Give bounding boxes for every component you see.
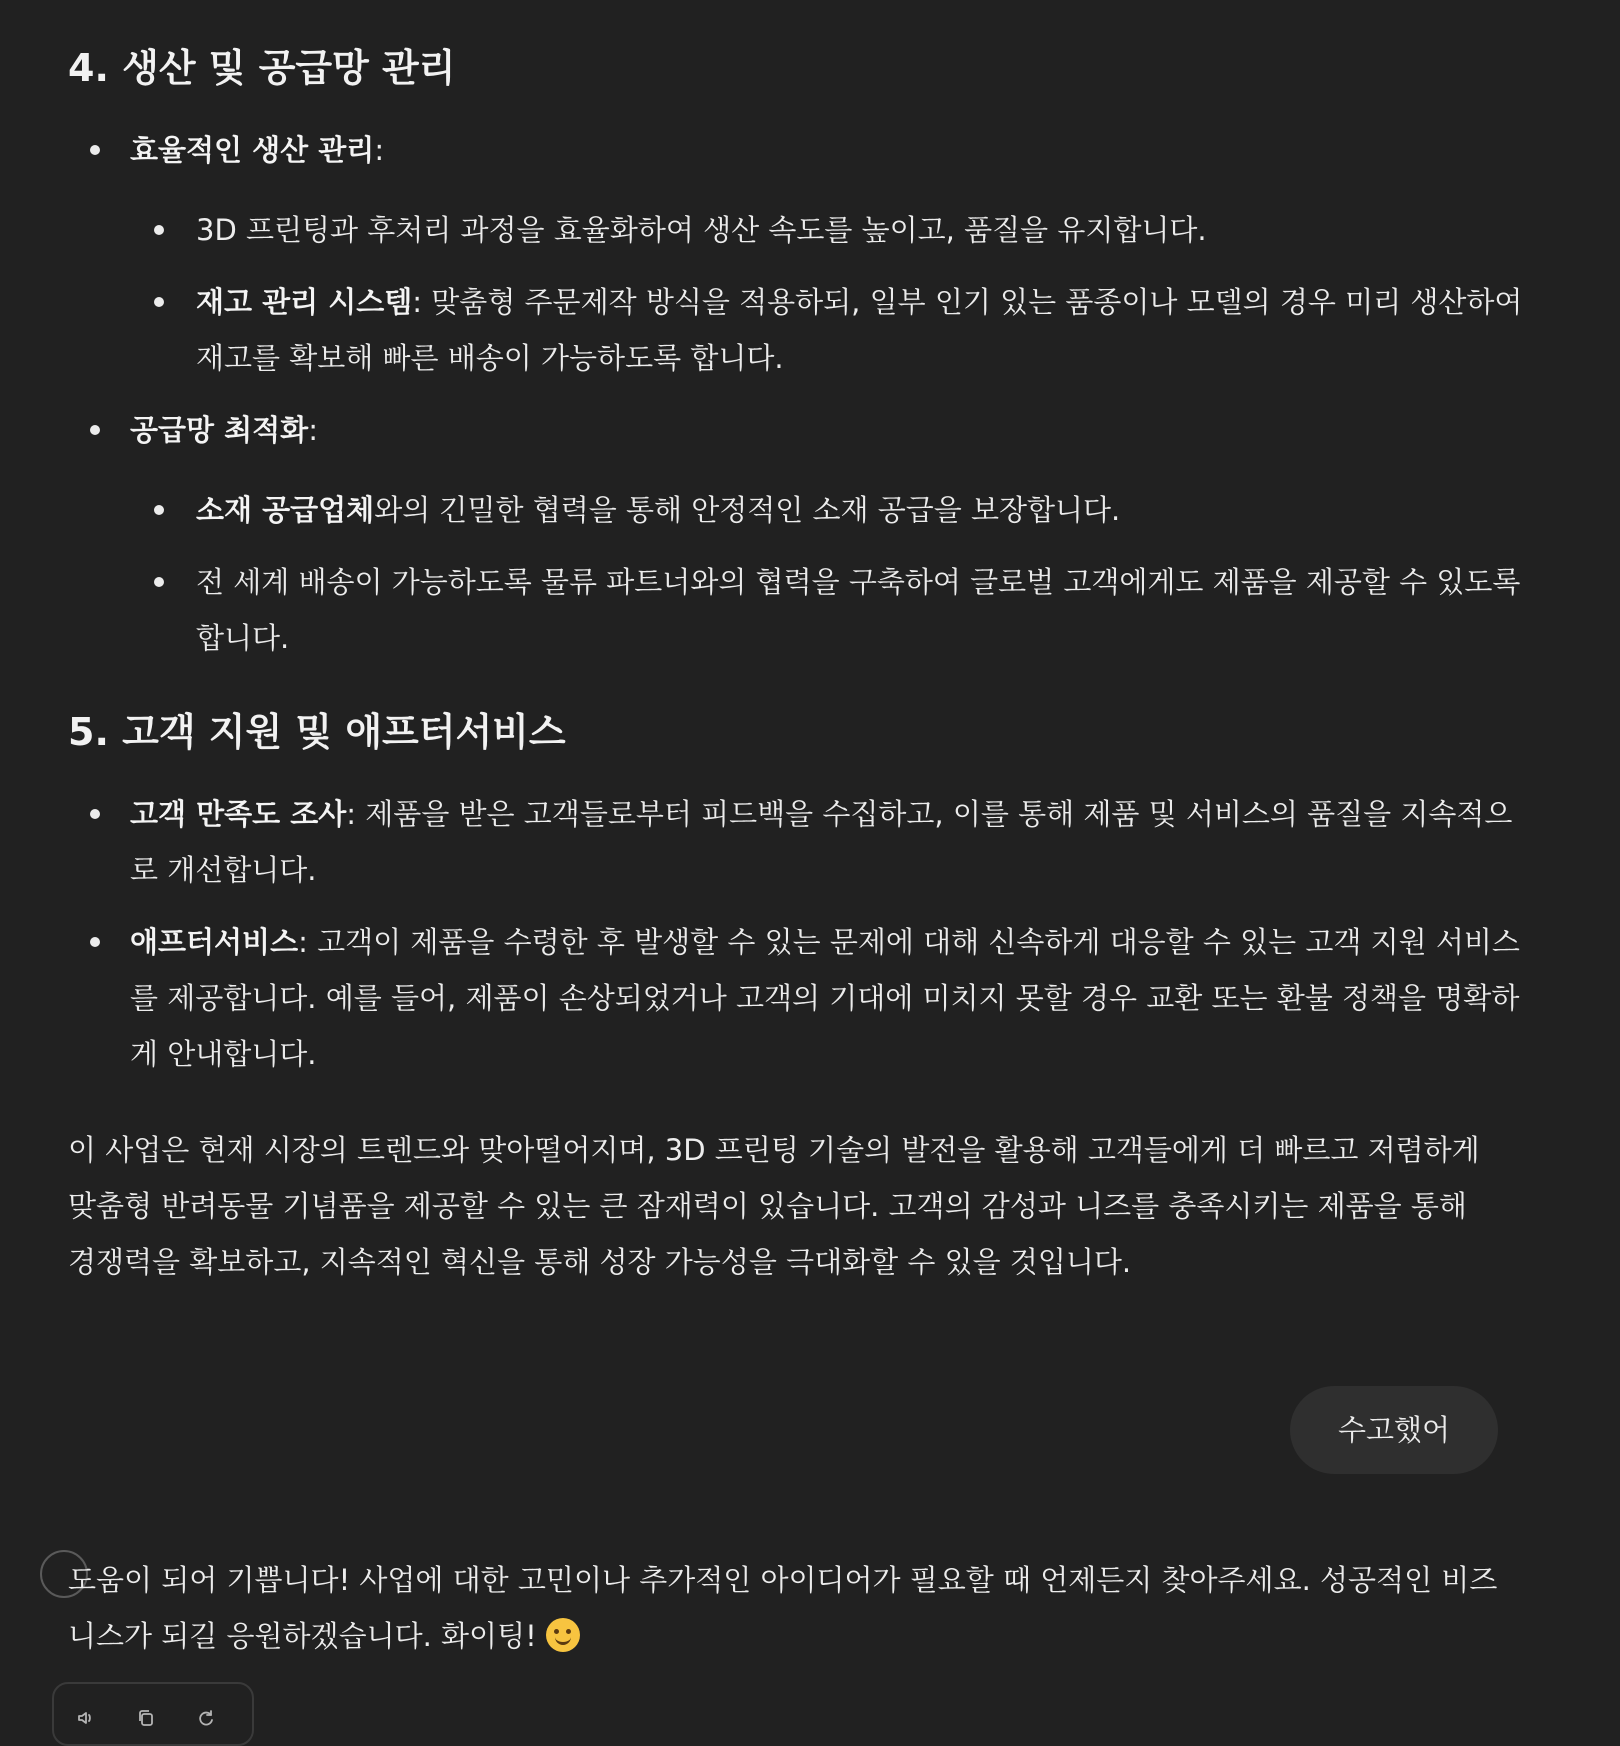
assistant-reply bbox=[68, 1552, 1498, 1664]
list-item bbox=[130, 914, 1530, 1082]
conclusion-paragraph: 이 사업은 현재 시장의 트렌드와 맞아떨어지며, 3D 프린팅 기술의 발전을 활용해 고객들에게 더 빠르고 저렴하게 맞춤형 반려동물 기념품을 제공할 수 있는 큰 잠재력이 있습니다. 고객의 감성과 니즈를 충족시키는 제품을 통해 경쟁력을 확보하고, 지속적인 혁신을 통해 성장 가능성을 극대화할 수 있을 것입니다. bbox=[68, 1133, 1480, 1279]
bullet-dot bbox=[154, 225, 164, 235]
item-text: : bbox=[308, 413, 318, 447]
item-bold: 공급망 최적화 bbox=[130, 413, 309, 447]
item-bold: 애프터서비스 bbox=[130, 925, 299, 959]
section-heading-support: 5. 고객 지원 및 애프터서비스 bbox=[68, 710, 566, 754]
assistant-reply-text: 도움이 되어 기쁩니다! 사업에 대한 고민이나 추가적인 아이디어가 필요할 때 언제든지 찾아주세요. 성공적인 비즈니스가 되길 응원하겠습니다. 화이팅! bbox=[68, 1563, 1498, 1653]
list-item bbox=[130, 402, 1430, 458]
bullet-dot bbox=[154, 577, 164, 587]
bullet-dot bbox=[90, 809, 100, 819]
item-bold: 고객 만족도 조사 bbox=[130, 797, 347, 831]
speaker-icon[interactable] bbox=[76, 1708, 96, 1728]
item-text: 3D 프린팅과 후처리 과정을 효율화하여 생산 속도를 높이고, 품질을 유지합니다. bbox=[196, 213, 1207, 247]
bullet-dot bbox=[154, 297, 164, 307]
copy-icon[interactable] bbox=[136, 1708, 156, 1728]
item-bold: 효율적인 생산 관리 bbox=[130, 133, 375, 167]
list-item bbox=[196, 202, 1536, 258]
item-text: 전 세계 배송이 가능하도록 물류 파트너와의 협력을 구축하여 글로벌 고객에게도 제품을 제공할 수 있도록 합니다. bbox=[196, 565, 1521, 655]
list-item bbox=[196, 274, 1536, 386]
bullet-dot bbox=[90, 937, 100, 947]
item-text: 와의 긴밀한 협력을 통해 안정적인 소재 공급을 보장합니다. bbox=[374, 493, 1121, 527]
item-text: : 제품을 받은 고객들로부터 피드백을 수집하고, 이를 통해 제품 및 서비스의 품질을 지속적으로 개선합니다. bbox=[130, 797, 1513, 887]
item-bold: 재고 관리 시스템 bbox=[196, 285, 413, 319]
smiling-face-emoji bbox=[546, 1618, 580, 1652]
item-text: : bbox=[374, 133, 385, 167]
user-message-bubble: 수고했어 bbox=[1290, 1386, 1498, 1474]
list-item bbox=[196, 554, 1536, 666]
list-item bbox=[130, 786, 1530, 898]
list-item bbox=[196, 482, 1536, 538]
bullet-dot bbox=[154, 505, 164, 515]
regenerate-icon[interactable] bbox=[196, 1708, 216, 1728]
item-text: : 고객이 제품을 수령한 후 발생할 수 있는 문제에 대해 신속하게 대응할 수 있는 고객 지원 서비스를 제공합니다. 예를 들어, 제품이 손상되었거나 고객의 기대에 미치지 못할 경우 교환 또는 환불 정책을 명확하게 안내합니다. bbox=[130, 925, 1520, 1071]
section-heading-production: 4. 생산 및 공급망 관리 bbox=[68, 46, 456, 90]
list-item bbox=[130, 122, 1430, 178]
message-action-bar bbox=[52, 1682, 254, 1746]
bullet-dot bbox=[90, 425, 100, 435]
item-text: : 맞춤형 주문제작 방식을 적용하되, 일부 인기 있는 품종이나 모델의 경우 미리 생산하여 재고를 확보해 빠른 배송이 가능하도록 합니다. bbox=[196, 285, 1523, 375]
item-bold: 소재 공급업체 bbox=[196, 493, 375, 527]
bullet-dot bbox=[90, 145, 100, 155]
